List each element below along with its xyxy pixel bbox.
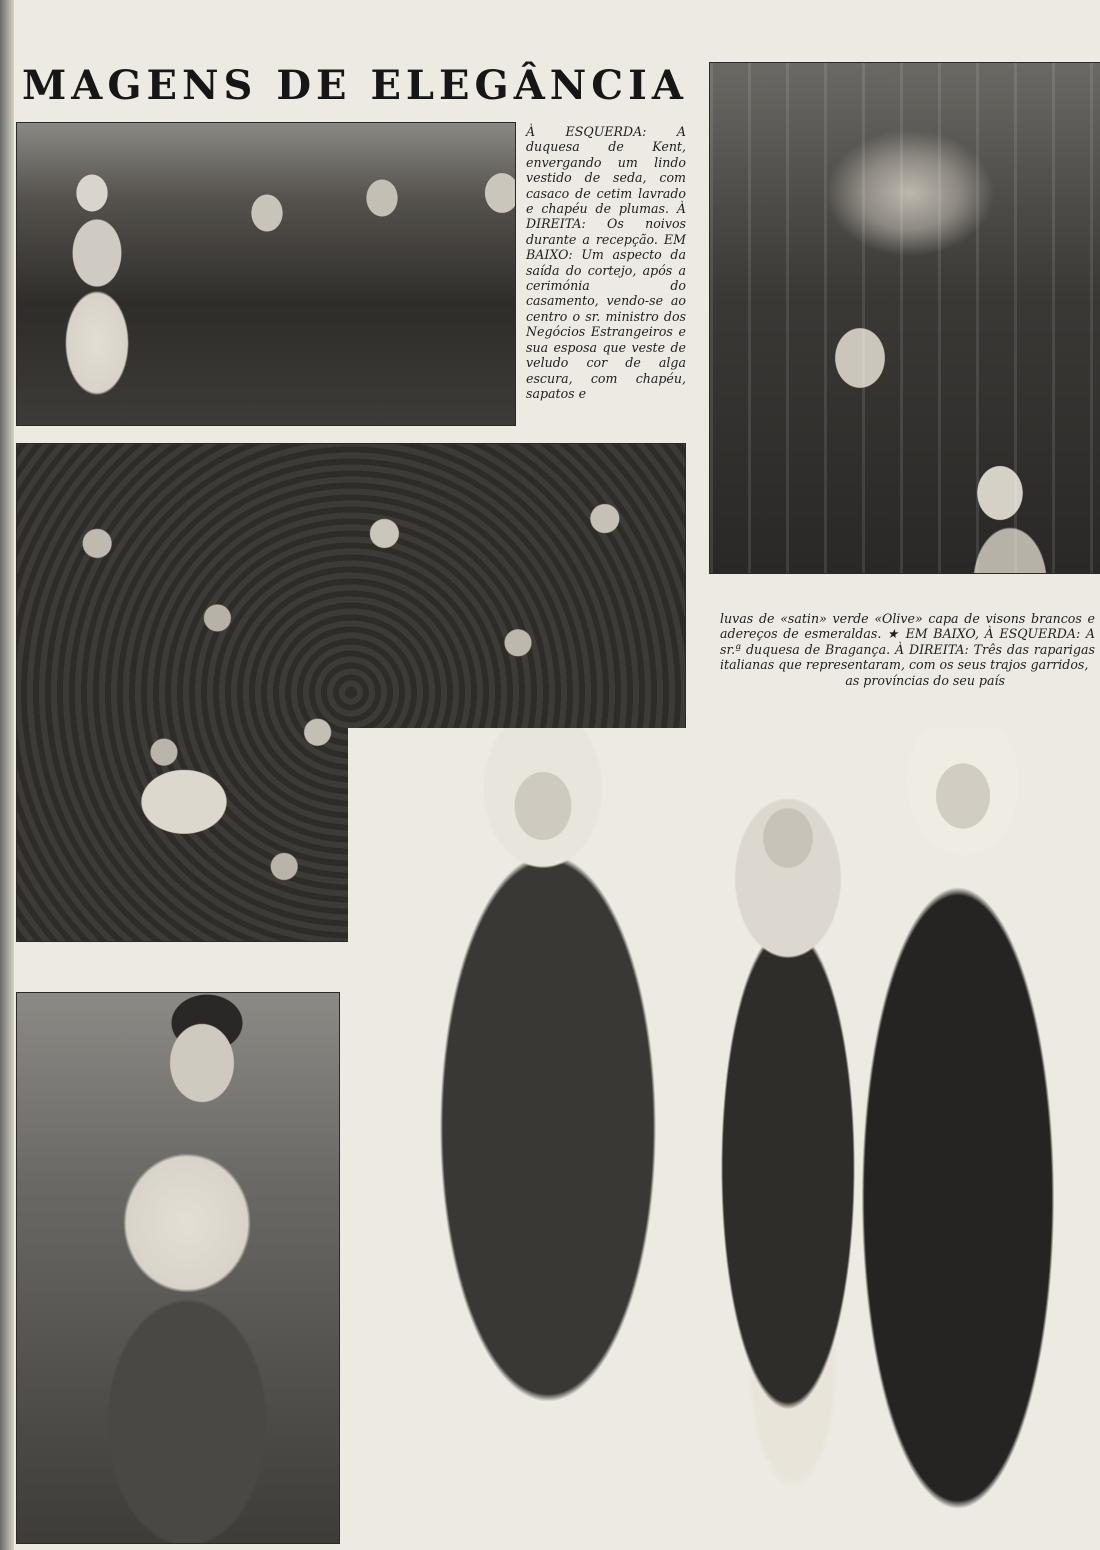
photo-label (348, 728, 349, 729)
photo-label (17, 123, 18, 124)
page-title: MAGENS DE ELEGÂNCIA (22, 62, 688, 109)
caption-second-last-line: as províncias do seu país (845, 672, 1005, 688)
photo-label (17, 993, 18, 994)
photo-duchess-of-kent (16, 122, 516, 426)
photo-label (17, 444, 18, 445)
photo-couple-reception (709, 62, 1100, 574)
binding-edge (0, 0, 14, 1550)
photo-duchess-of-braganza (16, 992, 340, 1544)
caption-first: À ESQUERDA: A duquesa de Kent, envergando um lindo vestido de seda, com casaco de cetim lavrado e chapéu de plumas. À DIREITA: Os noivos durante a recepção. EM BAIXO: Um aspecto da saída do cortejo, após a cerimónia do casamento, vendo-se ao centro o sr. ministro dos Negócios Estrangeiros e sua esposa que veste de veludo cor de alga escura, com chapéu, sapatos e (526, 124, 686, 401)
photo-italian-girls (348, 728, 1100, 1550)
caption-second-text: luvas de «satin» verde «Olive» capa de visons brancos e adereços de esmeraldas. ★ EM BAIXO, À ESQUERDA: A sr.ª duquesa de Bragança. À DIREITA: Três das raparigas italianas que representaram, com os seus trajos garridos, (720, 611, 1095, 673)
photo-label (710, 63, 711, 64)
caption-second (720, 611, 1095, 688)
